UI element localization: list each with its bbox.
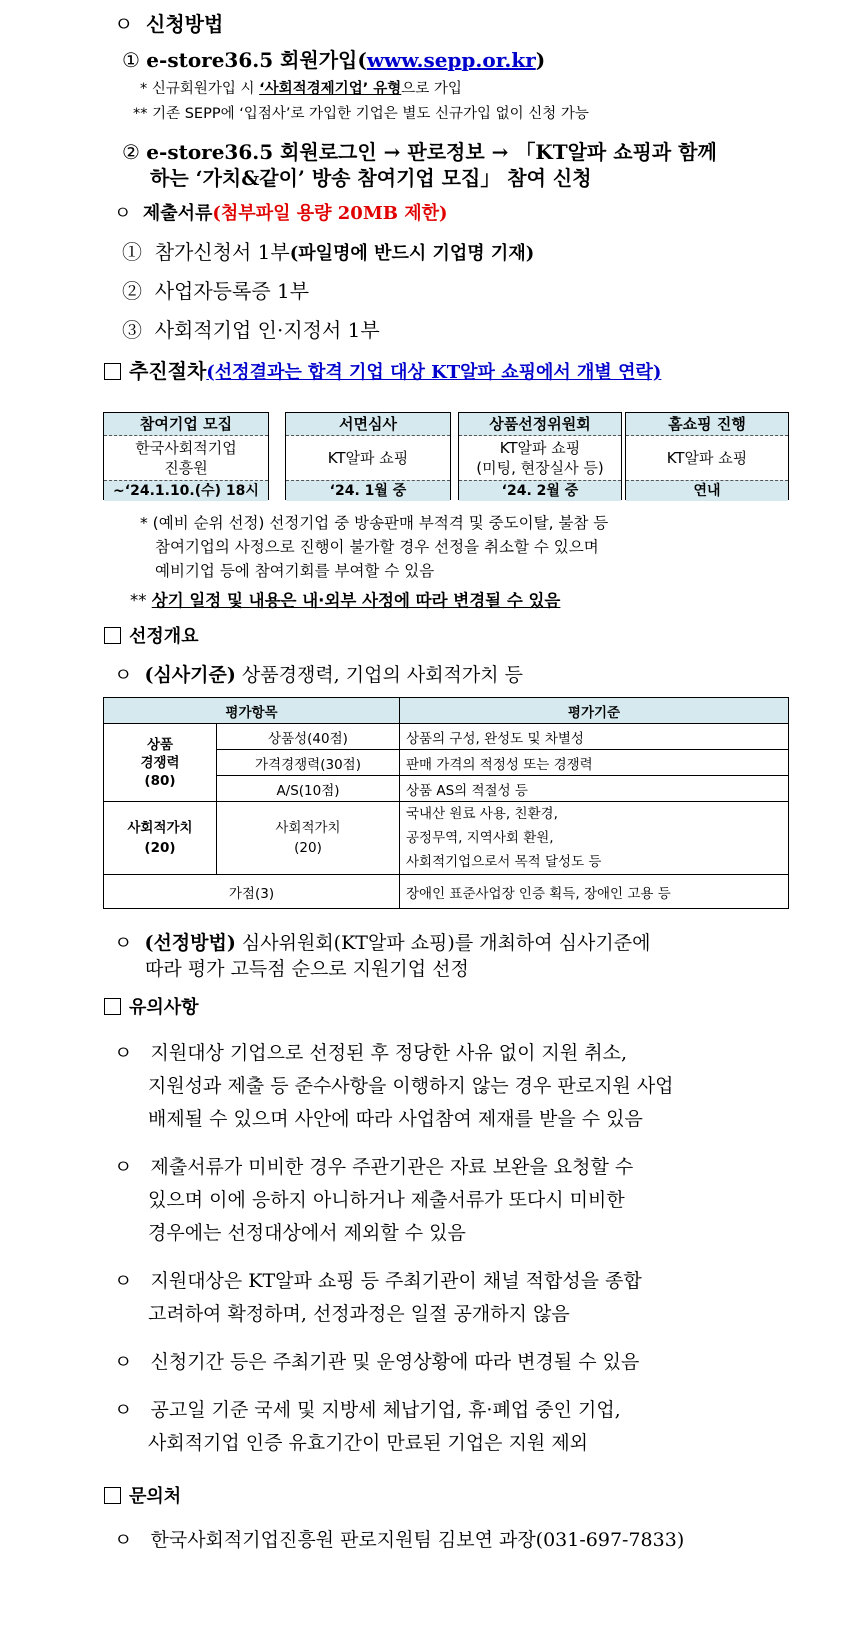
process-note1-line3: 예비기업 등에 참여기회를 부여할 수 있음 [155,562,435,580]
notice-item-1: ㅇ 지원대상 기업으로 선정된 후 정당한 사유 없이 지원 취소, [114,1042,627,1064]
docs-item1: ① 참가신청서 1부(파일명에 반드시 기업명 기재) [122,240,535,264]
apply-step1: ① e-store36.5 회원가입(www.sepp.or.kr) [122,48,546,72]
notice-item-3-line2: 고려하여 확정하며, 선정과정은 일절 공개하지 않음 [148,1303,570,1325]
docs-item2: ② 사업자등록증 1부 [122,279,310,303]
table-row: 사회적가치 (20) 사회적가치 (20) 국내산 원료 사용, 친환경, 공정무역, 지역사회 환원, 사회적기업으로서 목적 달성도 등 [104,802,789,875]
apply-step2: ② e-store36.5 회원로그인 → 판로정보 → 「KT알파 쇼핑과 함께 [122,140,717,164]
notice-item-1-line3: 배제될 수 있으며 사안에 따라 사업참여 제재를 받을 수 있음 [148,1108,643,1130]
docs-item3: ③ 사회적기업 인·지정서 1부 [122,318,380,342]
sepp-link[interactable]: www.sepp.or.kr [366,48,536,72]
table-header: 평가항목 [104,698,400,724]
notice-item-2: ㅇ 제출서류가 미비한 경우 주관기관은 자료 보완을 요청할 수 [114,1156,634,1178]
selection-criteria: ㅇ (심사기준) 상품경쟁력, 기업의 사회적가치 등 [114,664,524,686]
table-row: 가점(3) 장애인 표준사업장 인증 획득, 장애인 고용 등 [104,875,789,909]
notice-item-4: ㅇ 신청기간 등은 주최기관 및 운영상황에 따라 변경될 수 있음 [114,1351,640,1373]
notice-item-1-line2: 지원성과 제출 등 준수사항을 이행하지 않는 경우 판로지원 사업 [148,1075,674,1097]
contact-heading: 문의처 [104,1482,181,1508]
apply-heading: ㅇ 신청방법 [114,12,224,36]
table-header-row [104,698,789,724]
table-row: A/S(10점) 상품 AS의 적절성 등 [104,776,789,802]
selection-heading: 선정개요 [104,622,199,648]
docs-heading: ㅇ 제출서류(첨부파일 용량 20MB 제한) [114,203,448,224]
checkbox-square-icon [104,1487,121,1504]
apply-note2: ** 기존 SEPP에 ‘입점사’로 가입한 기업은 별도 신규가입 없이 신청 가능 [133,106,589,122]
group-social: 사회적가치 (20) [104,802,217,875]
process-note2: ** 상기 일정 및 내용은 내·외부 사정에 따라 변경될 수 있음 [130,591,561,610]
checkbox-square-icon [104,363,121,380]
table-header: 평가기준 [400,698,789,724]
selection-method: ㅇ (선정방법) 심사위원회(KT알파 쇼핑)를 개최하여 심사기준에 [114,932,651,954]
bullet: ㅇ [114,12,134,36]
notice-item-3: ㅇ 지원대상은 KT알파 쇼핑 등 주최기관이 채널 적합성을 종합 [114,1270,642,1292]
notice-item-5-line2: 사회적기업 인증 유효기간이 만료된 기업은 지원 제외 [148,1432,589,1454]
notice-item-5: ㅇ 공고일 기준 국세 및 지방세 체납기업, 휴·폐업 중인 기업, [114,1399,621,1421]
notice-item-2-line2: 있으며 이에 응하지 아니하거나 제출서류가 또다시 미비한 [148,1189,625,1211]
process-step-recruit: 참여기업 모집 한국사회적기업 진흥원 ~‘24.1.10.(수) 18시 [103,412,269,500]
apply-note1: * 신규회원가입 시 ‘사회적경제기업’ 유형으로 가입 [140,81,462,97]
process-step-committee: 상품선정위원회 KT알파 쇼핑 (미팅, 현장실사 등) ‘24. 2월 중 [458,412,622,500]
group-product: 상품 경쟁력 (80) [104,724,217,802]
checkbox-square-icon [104,627,121,644]
notice-heading: 유의사항 [104,993,199,1019]
process-step-homeshopping: 홈쇼핑 진행 KT알파 쇼핑 연내 [625,412,789,500]
process-heading: 추진절차(선정결과는 합격 기업 대상 KT알파 쇼핑에서 개별 연락) [104,355,661,384]
selection-method-line2: 따라 평가 고득점 순으로 지원기업 선정 [145,958,469,980]
process-step-document-review: 서면심사 KT알파 쇼핑 ‘24. 1월 중 [285,412,451,500]
table-row: 상품 경쟁력 (80) 상품성(40점) 상품의 구성, 완성도 및 차별성 [104,724,789,750]
checkbox-square-icon [104,998,121,1015]
table-row: 가격경쟁력(30점) 판매 가격의 적정성 또는 경쟁력 [104,750,789,776]
process-note1-line1: * (예비 순위 선정) 선정기업 중 방송판매 부적격 및 중도이탈, 불참 등 [140,514,609,532]
criteria-table [103,697,789,909]
contact-info: ㅇ 한국사회적기업진흥원 판로지원팀 김보연 과장(031-697-7833) [114,1529,685,1551]
notice-item-2-line3: 경우에는 선정대상에서 제외할 수 있음 [148,1222,466,1244]
apply-step2-line2: 하는 ‘가치&같이’ 방송 참여기업 모집」 참여 신청 [150,166,592,190]
process-note1-line2: 참여기업의 사정으로 진행이 불가할 경우 선정을 취소할 수 있으며 [155,538,599,556]
